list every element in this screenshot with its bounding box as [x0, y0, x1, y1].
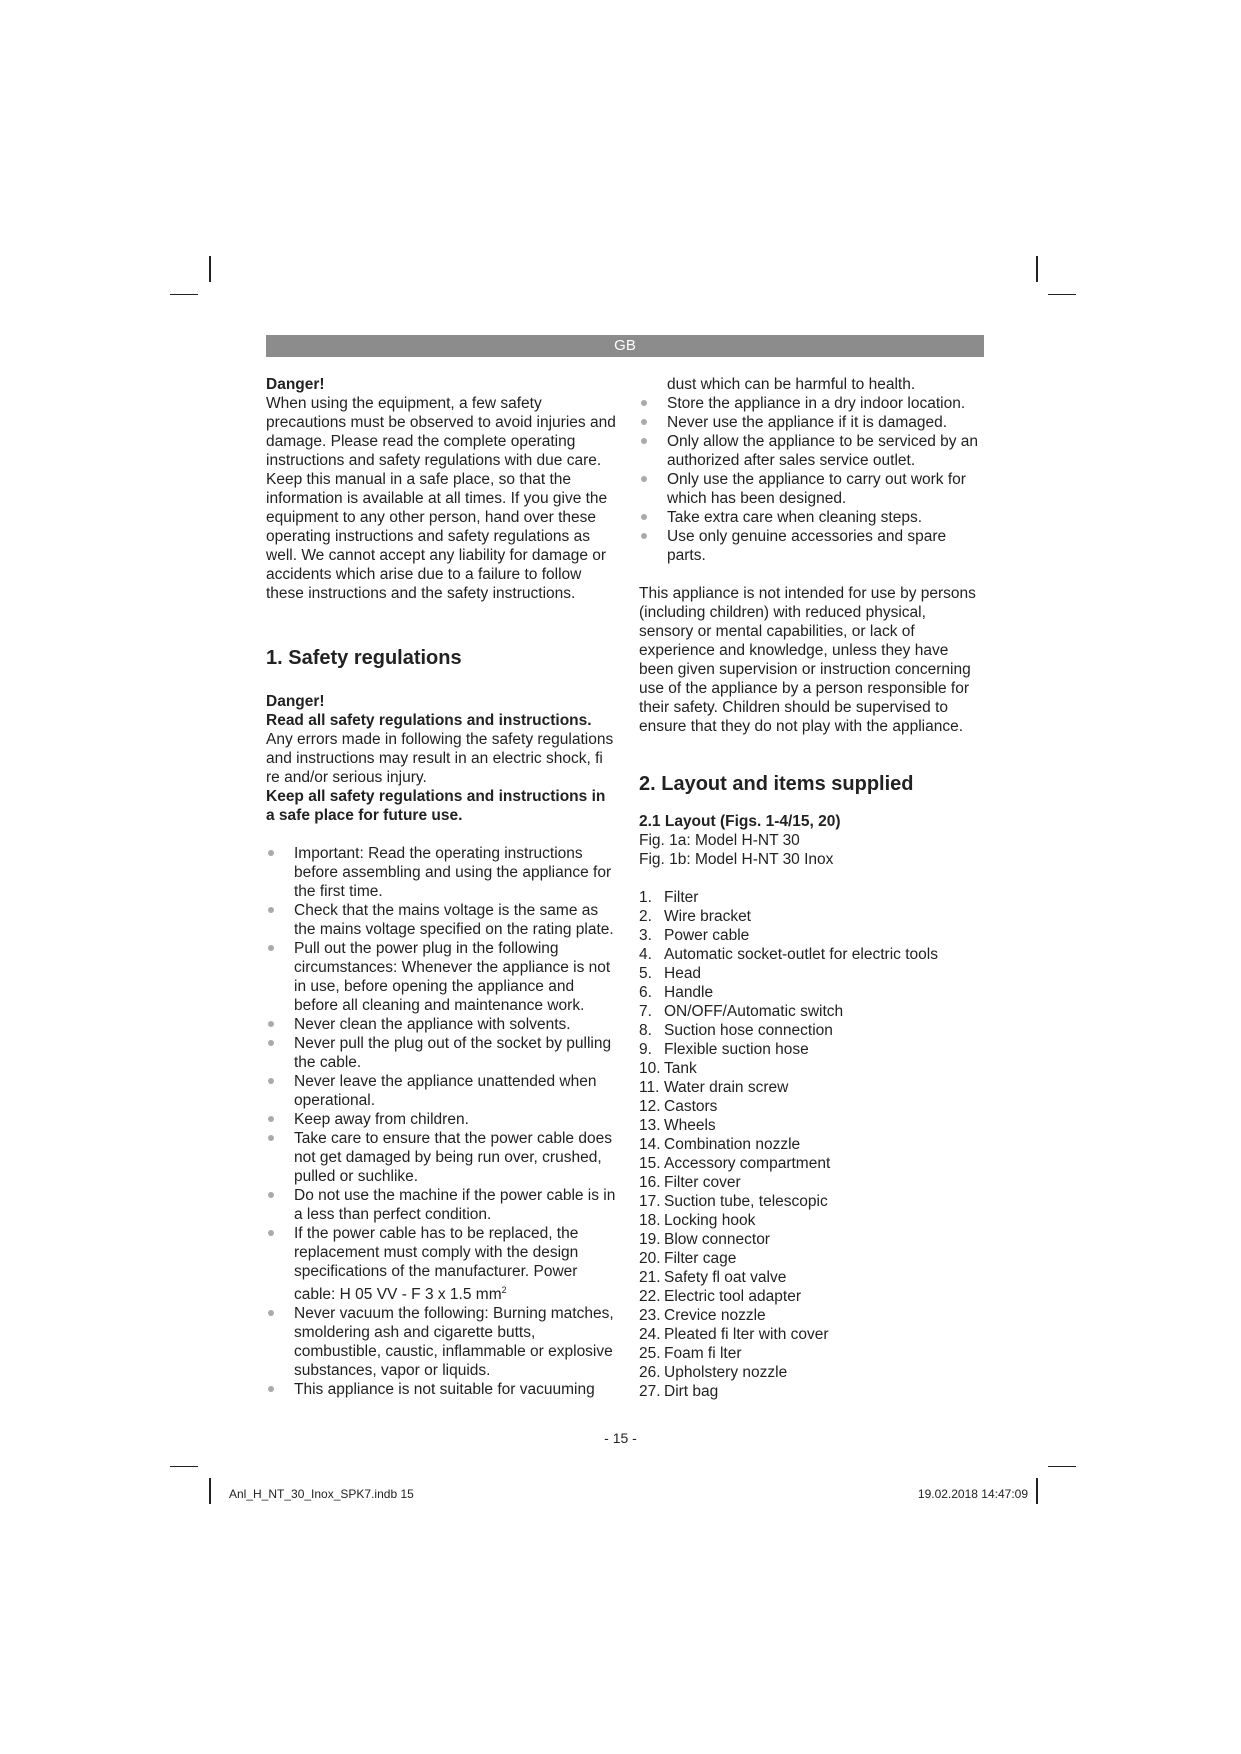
language-label: GB: [614, 337, 636, 354]
footer-file-name: Anl_H_NT_30_Inox_SPK7.indb 15: [229, 1487, 414, 1501]
item-label: Accessory compartment: [664, 1155, 831, 1172]
parts-list-item: [639, 945, 984, 964]
parts-list-item: [639, 1325, 984, 1344]
parts-list-item: [639, 1344, 984, 1363]
parts-list-item: [639, 1287, 984, 1306]
item-label: Dirt bag: [664, 1383, 719, 1400]
item-number: 16.: [639, 1174, 661, 1191]
parts-list-item: [639, 1192, 984, 1211]
item-number: 17.: [639, 1193, 661, 1210]
crop-mark: [170, 294, 198, 295]
item-number: 12.: [639, 1098, 661, 1115]
item-number: 10.: [639, 1060, 661, 1077]
item-number: 21.: [639, 1269, 661, 1286]
item-number: 27.: [639, 1383, 661, 1400]
item-number: 20.: [639, 1250, 661, 1267]
danger-2-title: Danger!: [266, 693, 325, 710]
item-number: 8.: [639, 1022, 652, 1039]
item-number: 18.: [639, 1212, 661, 1229]
page-number: - 15 -: [604, 1430, 637, 1446]
item-number: 3.: [639, 927, 652, 944]
item-label: Electric tool adapter: [664, 1288, 801, 1305]
item-label: Upholstery nozzle: [664, 1364, 788, 1381]
parts-list-item: [639, 1078, 984, 1097]
parts-list-item: [639, 1135, 984, 1154]
persons-paragraph: This appliance is not intended for use by persons (including children) with reduced physical, sensory or mental capabilities, or lack of experience and knowledge, unless they have been given supervision or instruction concerning use of the appliance by a person responsible for their safety. Children should be supervised to ensure that they do not play with the appliance.: [639, 585, 976, 735]
item-number: 2.: [639, 908, 652, 925]
parts-list-item: [639, 1363, 984, 1382]
crop-mark: [1036, 1478, 1038, 1504]
parts-list-item: [639, 1059, 984, 1078]
item-number: 25.: [639, 1345, 661, 1362]
safety-bullet: Do not use the machine if the power cable is in a less than perfect condition.: [266, 1186, 616, 1224]
subsection-2-1-title: 2.1 Layout (Figs. 1-4/15, 20): [639, 813, 841, 830]
safety-bullet: This appliance is not suitable for vacuuming: [266, 1380, 616, 1399]
item-label: Filter cage: [664, 1250, 737, 1267]
safety-bullet: Never leave the appliance unattended when operational.: [266, 1072, 616, 1110]
parts-list-item: [639, 1230, 984, 1249]
item-label: Crevice nozzle: [664, 1307, 766, 1324]
item-label: Automatic socket-outlet for electric tools: [664, 946, 938, 963]
item-label: Castors: [664, 1098, 718, 1115]
safety-bullet: Check that the mains voltage is the same as the mains voltage specified on the rating plate.: [266, 901, 616, 939]
item-label: Suction hose connection: [664, 1022, 833, 1039]
power-cable-superscript: 2: [501, 1285, 507, 1295]
parts-list-item: [639, 1040, 984, 1059]
language-header-bar: [266, 335, 984, 357]
parts-list-item: [639, 1021, 984, 1040]
item-label: ON/OFF/Automatic switch: [664, 1003, 844, 1020]
parts-list-item: [639, 888, 984, 907]
safety-bullet: Use only genuine accessories and spare parts.: [639, 527, 984, 565]
right-column: [639, 375, 984, 1401]
intro-paragraph: When using the equipment, a few safety precautions must be observed to avoid injuries and damage. Please read the complete operating instructions and safety regulations with due care. Keep this manual in a safe place, so that the information is available at all times. If you give the equipment to any other person, hand over these operating instructions and safety regulations as well. We cannot accept any liability for damage or accidents which arise due to a failure to follow these instructions and the safety instructions.: [266, 395, 616, 602]
parts-list-item: [639, 1382, 984, 1401]
safety-bullet-power-cable: [266, 1224, 616, 1304]
item-number: 14.: [639, 1136, 661, 1153]
item-number: 22.: [639, 1288, 661, 1305]
safety-bullet: Take extra care when cleaning steps.: [639, 508, 984, 527]
item-number: 24.: [639, 1326, 661, 1343]
item-number: 1.: [639, 889, 652, 906]
parts-list-item: [639, 1306, 984, 1325]
parts-list-item: [639, 926, 984, 945]
parts-list-item: [639, 1268, 984, 1287]
safety-bullet: Keep away from children.: [266, 1110, 616, 1129]
item-number: 11.: [639, 1079, 660, 1096]
item-number: 9.: [639, 1041, 652, 1058]
safety-bullet: Never pull the plug out of the socket by pulling the cable.: [266, 1034, 616, 1072]
parts-list-item: [639, 1002, 984, 1021]
item-number: 6.: [639, 984, 652, 1001]
intro-danger-title: Danger!: [266, 376, 325, 393]
item-number: 4.: [639, 946, 652, 963]
safety-bullet: Never vacuum the following: Burning matches, smoldering ash and cigarette butts, combustible, caustic, inflammable or explosive substances, vapor or liquids.: [266, 1304, 616, 1380]
safety-bullet: Take care to ensure that the power cable does not get damaged by being run over, crushed, pulled or suchlike.: [266, 1129, 616, 1186]
section-2-title: 2. Layout and items supplied: [639, 773, 914, 795]
safety-bullet: Only allow the appliance to be serviced by an authorized after sales service outlet.: [639, 432, 984, 470]
crop-mark: [170, 1466, 198, 1467]
item-number: 15.: [639, 1155, 661, 1172]
danger-2-keep-line: Keep all safety regulations and instructions in a safe place for future use.: [266, 788, 606, 824]
item-label: Handle: [664, 984, 714, 1001]
item-label: Head: [664, 965, 702, 982]
danger-2-bold-line: Read all safety regulations and instructions.: [266, 712, 592, 729]
item-label: Filter: [664, 889, 699, 906]
item-label: Foam fi lter: [664, 1345, 742, 1362]
item-number: 7.: [639, 1003, 652, 1020]
item-label: Water drain screw: [664, 1079, 789, 1096]
safety-bullet-list: [266, 844, 616, 1399]
item-label: Tank: [664, 1060, 697, 1077]
parts-list-item: [639, 1116, 984, 1135]
crop-mark: [1048, 1466, 1076, 1467]
item-label: Combination nozzle: [664, 1136, 801, 1153]
parts-list-item: [639, 964, 984, 983]
item-label: Wheels: [664, 1117, 716, 1134]
item-label: Blow connector: [664, 1231, 770, 1248]
item-label: Suction tube, telescopic: [664, 1193, 828, 1210]
parts-list-item: [639, 1154, 984, 1173]
parts-list-item: [639, 1173, 984, 1192]
item-number: 13.: [639, 1117, 661, 1134]
item-label: Filter cover: [664, 1174, 741, 1191]
power-cable-text: If the power cable has to be replaced, the replacement must comply with the design specifications of the manufacturer. Power cable: H 05 VV - F 3 x 1.5 mm: [294, 1225, 579, 1304]
left-column: [266, 375, 616, 1399]
item-label: Safety fl oat valve: [664, 1269, 787, 1286]
item-number: 26.: [639, 1364, 661, 1381]
safety-bullet: Important: Read the operating instructions before assembling and using the appliance for the first time.: [266, 844, 616, 901]
footer-datetime: 19.02.2018 14:47:09: [917, 1487, 1028, 1501]
safety-bullet: Never use the appliance if it is damaged.: [639, 413, 984, 432]
item-label: Pleated fi lter with cover: [664, 1326, 829, 1343]
crop-mark: [209, 1478, 211, 1504]
fig-1a-caption: Fig. 1a: Model H-NT 30: [639, 832, 800, 849]
safety-bullet: Only use the appliance to carry out work for which has been designed.: [639, 470, 984, 508]
parts-list: [639, 888, 984, 1401]
item-number: 19.: [639, 1231, 661, 1248]
parts-list-item: [639, 1249, 984, 1268]
right-bullet-list: [639, 394, 984, 565]
item-label: Flexible suction hose: [664, 1041, 809, 1058]
item-label: Power cable: [664, 927, 750, 944]
item-number: 5.: [639, 965, 652, 982]
section-1-title: 1. Safety regulations: [266, 647, 462, 669]
bullet-continuation: dust which can be harmful to health.: [667, 376, 916, 393]
parts-list-item: [639, 1097, 984, 1116]
safety-bullet: Store the appliance in a dry indoor location.: [639, 394, 984, 413]
crop-mark: [1036, 256, 1038, 282]
danger-2-paragraph: Any errors made in following the safety regulations and instructions may result in an electric shock, fi re and/or serious injury.: [266, 731, 614, 786]
safety-bullet: Never clean the appliance with solvents.: [266, 1015, 616, 1034]
parts-list-item: [639, 983, 984, 1002]
safety-bullet: Pull out the power plug in the following circumstances: Whenever the appliance is not in use, before opening the appliance and before all cleaning and maintenance work.: [266, 939, 616, 1015]
parts-list-item: [639, 1211, 984, 1230]
fig-1b-caption: Fig. 1b: Model H-NT 30 Inox: [639, 851, 834, 868]
item-label: Locking hook: [664, 1212, 756, 1229]
item-number: 23.: [639, 1307, 661, 1324]
parts-list-item: [639, 907, 984, 926]
item-label: Wire bracket: [664, 908, 751, 925]
crop-mark: [1048, 294, 1076, 295]
crop-mark: [209, 256, 211, 282]
